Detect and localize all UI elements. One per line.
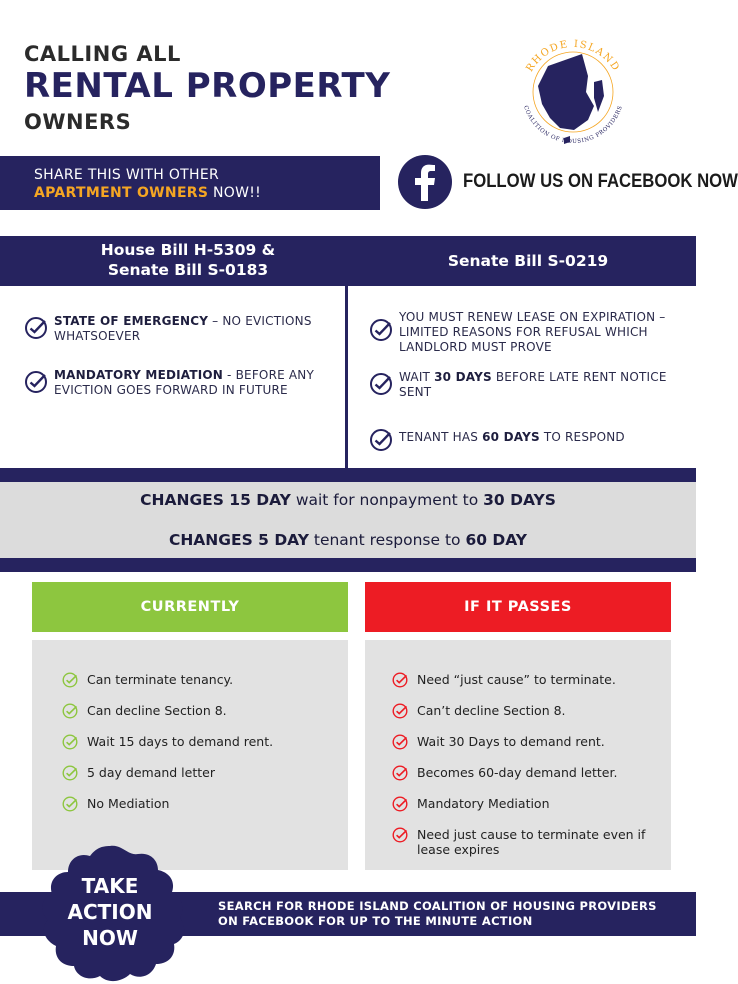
bill-left-item-bold: MANDATORY MEDIATION xyxy=(54,368,224,382)
red-check-icon xyxy=(392,703,408,719)
green-check-icon xyxy=(62,672,78,688)
house-bill-title xyxy=(58,240,318,280)
changes-line-2: CHANGES 5 DAY tenant response to 60 DAY xyxy=(168,531,528,549)
bill-right-item-bold: 60 DAYS xyxy=(482,430,540,444)
if-it-passes-header: IF IT PASSES xyxy=(365,582,671,632)
headline-rental-property: RENTAL PROPERTY xyxy=(24,66,391,106)
currently-header: CURRENTLY xyxy=(32,582,348,632)
logo-text-top: RHODE ISLAND xyxy=(524,38,622,74)
bill-right-item-pre: TENANT HAS xyxy=(399,430,483,444)
green-check-icon xyxy=(62,796,78,812)
passes-item: Mandatory Mediation xyxy=(392,796,550,812)
bill-left-item-text: - BEFORE ANY EVICTION GOES FORWARD IN FUTURE xyxy=(54,368,315,397)
passes-item: Can’t decline Section 8. xyxy=(392,703,566,719)
changes-bottom-bar xyxy=(0,558,696,572)
house-bill-title-line-2: Senate Bill S-0183 xyxy=(107,261,269,279)
red-check-icon xyxy=(392,765,408,781)
bill-left-item xyxy=(24,368,342,398)
headline-owners: OWNERS xyxy=(24,110,132,134)
footer-text-line-2: ON FACEBOOK FOR UP TO THE MINUTE ACTION xyxy=(218,914,533,928)
green-check-icon xyxy=(62,765,78,781)
share-line-1: SHARE THIS WITH OTHER xyxy=(34,167,220,183)
share-banner xyxy=(0,156,380,210)
changes-line-1: CHANGES 15 DAY wait for nonpayment to 30 DAYS xyxy=(140,491,556,509)
take-action-text: TAKE ACTION NOW xyxy=(67,874,153,950)
bill-left-item-bold: STATE OF EMERGENCY xyxy=(54,314,209,328)
logo-text-bottom: COALITION OF HOUSING PROVIDERS xyxy=(522,104,624,146)
follow-facebook-text[interactable]: FOLLOW US ON FACEBOOK NOW xyxy=(463,171,738,192)
footer-text xyxy=(218,899,657,929)
senate-bill-title: Senate Bill S-0219 xyxy=(447,252,609,270)
bill-right-item xyxy=(369,310,689,355)
currently-item: Can decline Section 8. xyxy=(62,703,227,719)
bills-divider xyxy=(345,286,348,468)
check-circle-icon xyxy=(369,428,393,452)
bills-footer-bar xyxy=(0,468,696,482)
footer-text-line-1: SEARCH FOR RHODE ISLAND COALITION OF HOUSING PROVIDERS xyxy=(218,899,657,913)
currently-item: Wait 15 days to demand rent. xyxy=(62,734,273,750)
bill-left-item-text: – NO EVICTIONS WHATSOEVER xyxy=(54,314,312,343)
passes-item: Need just cause to terminate even if lease expires xyxy=(392,827,652,857)
passes-item: Becomes 60-day demand letter. xyxy=(392,765,617,781)
bill-right-item-text: YOU MUST RENEW LEASE ON EXPIRATION – LIMITED REASONS FOR REFUSAL WHICH LANDLORD MUST PROVE xyxy=(399,310,666,354)
facebook-icon[interactable] xyxy=(398,155,452,209)
share-line-2 xyxy=(34,184,380,202)
bill-right-item-post: BEFORE LATE RENT NOTICE SENT xyxy=(399,370,667,399)
check-circle-icon xyxy=(369,318,393,342)
green-check-icon xyxy=(62,703,78,719)
bill-right-item-pre: WAIT xyxy=(399,370,435,384)
red-check-icon xyxy=(392,672,408,688)
bill-right-item xyxy=(369,370,669,400)
house-bill-title-line-1: House Bill H-5309 & xyxy=(100,241,276,259)
green-check-icon xyxy=(62,734,78,750)
currently-item: Can terminate tenancy. xyxy=(62,672,233,688)
red-check-icon xyxy=(392,827,408,843)
passes-item: Need “just cause” to terminate. xyxy=(392,672,616,688)
rhode-island-coalition-logo xyxy=(508,26,638,156)
share-highlight: APARTMENT OWNERS xyxy=(34,185,209,201)
red-check-icon xyxy=(392,796,408,812)
bill-right-item xyxy=(369,426,669,452)
red-check-icon xyxy=(392,734,408,750)
bill-right-item-post: TO RESPOND xyxy=(539,430,625,444)
passes-item: Wait 30 Days to demand rent. xyxy=(392,734,605,750)
currently-item: 5 day demand letter xyxy=(62,765,215,781)
headline-calling-all: CALLING ALL xyxy=(24,42,181,66)
check-circle-icon xyxy=(24,370,48,394)
check-circle-icon xyxy=(24,316,48,340)
check-circle-icon xyxy=(369,372,393,396)
share-suffix: NOW!! xyxy=(208,185,262,201)
currently-item: No Mediation xyxy=(62,796,169,812)
bill-left-item xyxy=(24,314,324,344)
bill-right-item-bold: 30 DAYS xyxy=(434,370,492,384)
